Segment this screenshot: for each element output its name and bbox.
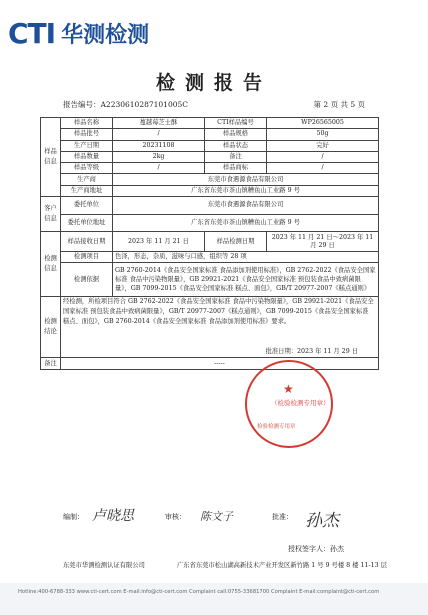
cell-label: 样品名称 xyxy=(61,118,113,129)
table-row xyxy=(41,263,379,297)
cell-label: 样品接收日期 xyxy=(61,232,113,252)
cell-label: 样品商标 xyxy=(205,163,267,174)
cell-value: 2kg xyxy=(113,151,205,162)
compiled-signature: 卢晓思 xyxy=(92,508,134,524)
cell-label: 样品数量 xyxy=(61,151,113,162)
star-icon: ★ xyxy=(283,382,294,396)
cell-value: / xyxy=(113,129,205,140)
cell-value: 广东省东莞市茶山镇糟鱼山工业路 9 号 xyxy=(113,214,379,232)
cell-label: 备注 xyxy=(205,151,267,162)
cell-value: GB 2760-2014《食品安全国家标准 食品添加剂使用标准》，GB 2762-2022《食品安全国家标准 食品中污染物限量》，GB 29921-2021《食品安全国家标准 预包装食品中致病菌限量》，GB 7099-2015《食品安全国家标准 糕点、面包》，GB/T 20977-2007《糕点通则》 xyxy=(113,263,379,297)
cell-label: 样品检测日期 xyxy=(205,232,267,252)
section-client-info: 客户信息 xyxy=(41,197,61,232)
table-row xyxy=(41,163,379,174)
cell-value: 20231108 xyxy=(113,140,205,151)
cell-label: 检测项目 xyxy=(61,252,113,263)
logo-chinese: 华测检测 xyxy=(61,22,150,48)
table-row xyxy=(41,174,379,185)
table-row xyxy=(41,118,379,129)
cell-value: 东莞市食遇源食品有限公司 xyxy=(113,174,379,185)
table-row xyxy=(41,297,379,358)
cell-label: 样品规格 xyxy=(205,129,267,140)
reviewed-by-label: 审核： xyxy=(165,513,186,521)
conclusion-cell xyxy=(61,297,379,358)
authorized-signatory: 授权签字人：孙杰 xyxy=(288,545,344,553)
report-title: 检测报告 xyxy=(155,72,272,94)
conclusion-text: 经检测，所检项目符合 GB 2762-2022《食品安全国家标准 食品中污染物限量》，GB 29921-2021《食品安全国家标准 预包装食品中致病菌限量》，GB/T 20977-2007《糕点通则》，GB 7099-2015《食品安全国家标准 糕点、面包》，GB 2760-2014《食品安全国家标准 食品添加剂使用标准》要求。 xyxy=(63,298,374,326)
table-row xyxy=(41,129,379,140)
page-number: 第 2 页 共 5 页 xyxy=(313,100,365,109)
cell-value: WP26565005 xyxy=(267,118,379,129)
cell-label: 检测依据 xyxy=(61,263,113,297)
table-row xyxy=(41,358,379,369)
reviewed-signature: 陈文子 xyxy=(200,510,233,523)
table-row xyxy=(41,232,379,252)
footer-contact: Hotline:400-6788-333 www.cti-cert.com E-mail:info@cti-cert.com Complaint call:0755-33681700 Complaint E-mail:complaint@cti-cert.com xyxy=(18,589,380,595)
approved-signature: 孙杰 xyxy=(305,511,339,531)
cell-label: 生产日期 xyxy=(61,140,113,151)
cell-label: 委托单位 xyxy=(61,197,113,215)
table-row xyxy=(41,197,379,215)
cell-label: 委托单位地址 xyxy=(61,214,113,232)
section-test-info: 检测信息 xyxy=(41,232,61,297)
table-row xyxy=(41,185,379,196)
cell-value: 完好 xyxy=(267,140,379,151)
table-row xyxy=(41,140,379,151)
remark-cell: ----- xyxy=(61,358,379,369)
cell-value: 蔓越莓芝士酥 xyxy=(113,118,205,129)
cell-value: 2023 年 11 月 21 日 xyxy=(113,232,205,252)
footer-organization: 东莞市华测检测认证有限公司 xyxy=(63,562,145,569)
cell-value: 东莞市食遇源食品有限公司 xyxy=(113,197,379,215)
cell-value: 色泽，形态，杂质，滋味与口感，组织等 28 项 xyxy=(113,252,379,263)
cell-label: 样品等级 xyxy=(61,163,113,174)
table-row xyxy=(41,214,379,232)
table-row xyxy=(41,151,379,162)
cell-label: CTI样品编号 xyxy=(205,118,267,129)
seal-caption: （检验检测专用章） xyxy=(271,399,330,407)
official-seal xyxy=(245,360,333,448)
compiled-by-label: 编制： xyxy=(63,513,84,521)
cell-value: / xyxy=(267,151,379,162)
cell-value: 2023 年 11 月 21 日～2023 年 11 月 29 日 xyxy=(267,232,379,252)
table-row xyxy=(41,252,379,263)
conclusion-date: 批准日期：2023 年 11 月 29 日 xyxy=(265,348,358,356)
section-sample-info: 样品信息 xyxy=(41,118,61,197)
section-remark: 备注 xyxy=(41,358,61,369)
cell-label: 样品状态 xyxy=(205,140,267,151)
cell-value: 广东省东莞市茶山镇糟鱼山工业路 9 号 xyxy=(113,185,379,196)
seal-text: 检验检测专用章 xyxy=(257,424,296,430)
cell-label: 生产商 xyxy=(61,174,113,185)
approved-by-label: 批准： xyxy=(272,513,293,521)
cell-label: 样品批号 xyxy=(61,129,113,140)
cell-value: / xyxy=(113,163,205,174)
footer-address: 广东省东莞市松山湖高新技术产业开发区新竹路 1 号 9 号楼 8 楼 11-13 层 xyxy=(177,562,387,569)
company-logo xyxy=(8,18,149,48)
cell-label: 生产商地址 xyxy=(61,185,113,196)
footer-bar xyxy=(0,583,428,615)
cell-value: / xyxy=(267,163,379,174)
logo-mark: CTI xyxy=(8,16,56,50)
section-conclusion: 检测结论 xyxy=(41,297,61,358)
report-table xyxy=(40,117,379,370)
cell-value: 50g xyxy=(267,129,379,140)
report-number: 报告编号：A2230610287101005C xyxy=(63,100,189,109)
